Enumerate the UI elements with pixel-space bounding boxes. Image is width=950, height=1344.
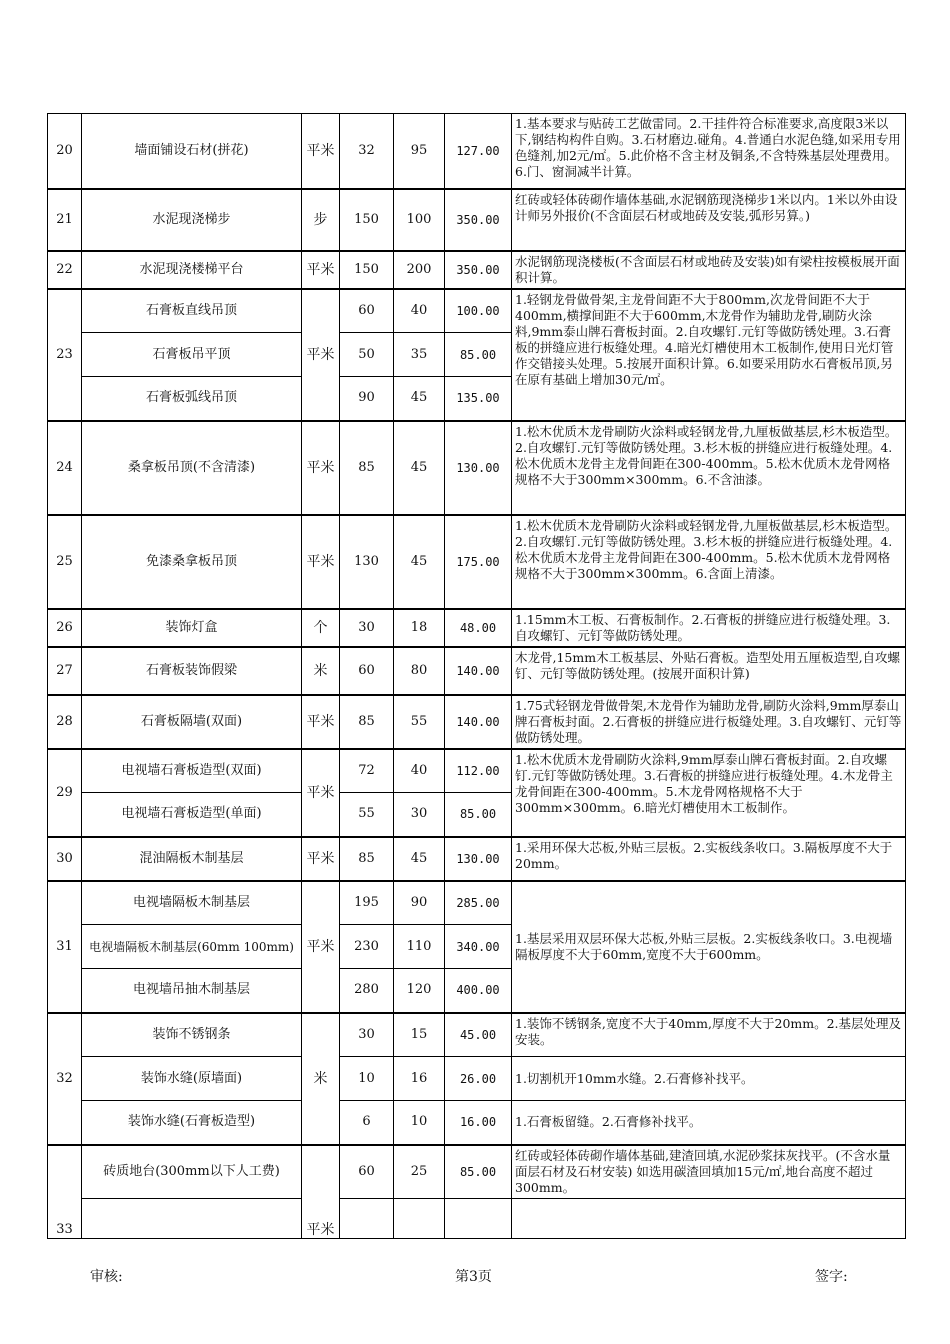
- unit: 米: [302, 647, 340, 695]
- item-name: 电视墙隔板木制基层(60mm 100mm): [82, 925, 302, 969]
- row-number: 28: [48, 695, 82, 749]
- unit-price: 85.00: [445, 333, 512, 377]
- table-row: [48, 837, 906, 881]
- labor-cost: 18: [394, 609, 445, 647]
- row-number: 24: [48, 421, 82, 515]
- labor-cost: 45: [394, 377, 445, 421]
- item-name: 石膏板隔墙(双面): [82, 695, 302, 749]
- unit: 平米: [302, 837, 340, 881]
- labor-cost: 15: [394, 1013, 445, 1057]
- labor-cost: 10: [394, 1101, 445, 1145]
- labor-cost: 30: [394, 793, 445, 837]
- row-number: 20: [48, 114, 82, 189]
- item-name: 水泥现浇楼梯平台: [82, 251, 302, 289]
- unit: 平米: [302, 515, 340, 609]
- material-cost: 280: [340, 969, 394, 1013]
- labor-cost: 120: [394, 969, 445, 1013]
- unit-price: 130.00: [445, 837, 512, 881]
- material-cost: 60: [340, 1145, 394, 1199]
- item-name: 混油隔板木制基层: [82, 837, 302, 881]
- item-name: 砖质地台(300mm以下人工费): [82, 1145, 302, 1199]
- description: 1.松木优质木龙骨刷防火涂料或轻钢龙骨,九厘板做基层,杉木板造型。2.自攻螺钉.元钉等做防锈处理。3.杉木板的拼缝应进行板缝处理。4.松木优质木龙骨主龙骨间距在300-400mm。5.松木优质木龙骨网格规格不大于300mm×300mm。6.含面上清漆。: [512, 515, 906, 609]
- price-table-container: [47, 113, 905, 1238]
- labor-cost: 110: [394, 925, 445, 969]
- item-name: 电视墙石膏板造型(单面): [82, 793, 302, 837]
- labor-cost: 45: [394, 421, 445, 515]
- unit-price: 130.00: [445, 421, 512, 515]
- description: 1.15mm木工板、石膏板制作。2.石膏板的拼缝应进行板缝处理。3.自攻螺钉、元钉等做防锈处理。: [512, 609, 906, 647]
- unit-price: 340.00: [445, 925, 512, 969]
- item-name: 装饰不锈钢条: [82, 1013, 302, 1057]
- labor-cost: 55: [394, 695, 445, 749]
- unit: 步: [302, 189, 340, 251]
- table-row: [48, 1199, 906, 1239]
- unit-price: 140.00: [445, 647, 512, 695]
- labor-cost: 25: [394, 1145, 445, 1199]
- labor-cost: 40: [394, 749, 445, 793]
- unit-price: 48.00: [445, 609, 512, 647]
- description: 1.松木优质木龙骨刷防火涂料,9mm厚泰山牌石膏板封面。2.自攻螺钉.元钉等做防锈处理。3.石膏板的拼缝应进行板缝处理。4.木龙骨主龙骨间距在300-400mm。5.木龙骨网格规格不大于300mm×300mm。6.暗光灯槽使用木工板制作。: [512, 749, 906, 837]
- material-cost: 85: [340, 695, 394, 749]
- material-cost: 195: [340, 881, 394, 925]
- unit-price: 100.00: [445, 289, 512, 333]
- row-number: 32: [48, 1013, 82, 1145]
- unit: 平米: [302, 1145, 340, 1239]
- unit-price: 350.00: [445, 189, 512, 251]
- unit: 平米: [302, 289, 340, 421]
- material-cost: 72: [340, 749, 394, 793]
- row-number: 30: [48, 837, 82, 881]
- material-cost: 32: [340, 114, 394, 189]
- material-cost: 30: [340, 1013, 394, 1057]
- table-row: [48, 189, 906, 251]
- material-cost: 50: [340, 333, 394, 377]
- price-table: [47, 113, 906, 1239]
- material-cost: 150: [340, 251, 394, 289]
- material-cost: 30: [340, 609, 394, 647]
- item-name: 石膏板吊平顶: [82, 333, 302, 377]
- description: 1.轻钢龙骨做骨架,主龙骨间距不大于800mm,次龙骨间距不大于400mm,横撑间距不大于600mm,木龙骨作为辅助龙骨,刷防火涂料,9mm泰山牌石膏板封面。2.自攻螺钉.元钉等做防锈处理。3.石膏板的拼缝应进行板缝处理。4.暗光灯槽使用木工板制作,使用日光灯管作交错接头处理。5.按展开面积计算。6.如要采用防水石膏板吊顶,另在原有基础上增加30元/㎡。: [512, 289, 906, 421]
- labor-cost: 45: [394, 515, 445, 609]
- review-label: 审核:: [90, 1269, 123, 1285]
- labor-cost: 16: [394, 1057, 445, 1101]
- unit: 平米: [302, 421, 340, 515]
- unit-price: 45.00: [445, 1013, 512, 1057]
- item-name: 免漆桑拿板吊顶: [82, 515, 302, 609]
- unit-price: 350.00: [445, 251, 512, 289]
- table-row: [48, 114, 906, 189]
- table-row: [48, 749, 906, 793]
- description: 木龙骨,15mm木工板基层、外贴石膏板。造型处用五厘板造型,自攻螺钉、元钉等做防锈处理。(按展开面积计算): [512, 647, 906, 695]
- description: 1.采用环保大芯板,外贴三层板。2.实板线条收口。3.隔板厚度不大于20mm。: [512, 837, 906, 881]
- item-name: 墙面铺设石材(拼花): [82, 114, 302, 189]
- unit-price: 285.00: [445, 881, 512, 925]
- item-name: 电视墙隔板木制基层: [82, 881, 302, 925]
- unit: 米: [302, 1013, 340, 1145]
- signature-label: 签字:: [815, 1269, 848, 1285]
- material-cost: 150: [340, 189, 394, 251]
- table-row: [48, 1013, 906, 1057]
- unit: 平米: [302, 881, 340, 1013]
- description: 1.基层采用双层环保大芯板,外贴三层板。2.实板线条收口。3.电视墙隔板厚度不大于60mm,宽度不大于600mm。: [512, 881, 906, 1013]
- material-cost: 85: [340, 837, 394, 881]
- unit-price: 135.00: [445, 377, 512, 421]
- labor-cost: 90: [394, 881, 445, 925]
- page-number: 第3页: [455, 1269, 492, 1285]
- item-name: 桑拿板吊顶(不含清漆): [82, 421, 302, 515]
- labor-cost: 40: [394, 289, 445, 333]
- table-row: [48, 609, 906, 647]
- unit-price: 127.00: [445, 114, 512, 189]
- unit-price: 85.00: [445, 1145, 512, 1199]
- description: 1.切割机开10mm水缝。2.石膏修补找平。: [512, 1057, 906, 1101]
- table-row: [48, 881, 906, 925]
- row-number: 27: [48, 647, 82, 695]
- description: 水泥钢筋现浇楼板(不含面层石材或地砖及安装)如有梁柱按模板展开面积计算。: [512, 251, 906, 289]
- row-number: 25: [48, 515, 82, 609]
- labor-cost: 80: [394, 647, 445, 695]
- row-number: 26: [48, 609, 82, 647]
- row-number: 23: [48, 289, 82, 421]
- item-name: 水泥现浇梯步: [82, 189, 302, 251]
- description: 1.装饰不锈钢条,宽度不大于40mm,厚度不大于20mm。2.基层处理及安装。: [512, 1013, 906, 1057]
- labor-cost: 100: [394, 189, 445, 251]
- labor-cost: 200: [394, 251, 445, 289]
- unit: 平米: [302, 114, 340, 189]
- row-number: 33: [48, 1145, 82, 1239]
- description: 红砖或轻体砖砌作墙体基础,建渣回填,水泥砂浆抹灰找平。(不含水量面层石材及石材安装) 如选用碳渣回填加15元/㎡,地台高度不超过300mm。: [512, 1145, 906, 1199]
- item-name: 装饰灯盒: [82, 609, 302, 647]
- unit: 平米: [302, 251, 340, 289]
- description: 红砖或轻体砖砌作墙体基础,水泥钢筋现浇梯步1米以内。1米以外由设计师另外报价(不含面层石材或地砖及安装,弧形另算。): [512, 189, 906, 251]
- unit: 平米: [302, 695, 340, 749]
- material-cost: 230: [340, 925, 394, 969]
- material-cost: 60: [340, 647, 394, 695]
- unit-price: 400.00: [445, 969, 512, 1013]
- item-name: 电视墙石膏板造型(双面): [82, 749, 302, 793]
- material-cost: 60: [340, 289, 394, 333]
- material-cost: 130: [340, 515, 394, 609]
- table-row: [48, 251, 906, 289]
- unit-price: 85.00: [445, 793, 512, 837]
- material-cost: 10: [340, 1057, 394, 1101]
- row-number: 29: [48, 749, 82, 837]
- description: 1.石膏板留缝。2.石膏修补找平。: [512, 1101, 906, 1145]
- table-row: [48, 515, 906, 609]
- labor-cost: 95: [394, 114, 445, 189]
- material-cost: 85: [340, 421, 394, 515]
- item-name: 电视墙吊抽木制基层: [82, 969, 302, 1013]
- labor-cost: 45: [394, 837, 445, 881]
- table-row: [48, 1101, 906, 1145]
- unit-price: 112.00: [445, 749, 512, 793]
- table-row: [48, 1145, 906, 1199]
- table-row: [48, 421, 906, 515]
- item-name: 石膏板直线吊顶: [82, 289, 302, 333]
- item-name: 装饰水缝(石膏板造型): [82, 1101, 302, 1145]
- material-cost: 55: [340, 793, 394, 837]
- material-cost: 90: [340, 377, 394, 421]
- description: 1.基本要求与贴砖工艺做雷同。2.干挂件符合标准要求,高度限3米以下,钢结构构件自购。3.石材磨边.碰角。4.普通白水泥色缝,如采用专用色缝剂,加2元/㎡。5.此价格不含主材及铜条,不含特殊基层处理费用。6.门、窗洞减半计算。: [512, 114, 906, 189]
- unit-price: 175.00: [445, 515, 512, 609]
- unit: 个: [302, 609, 340, 647]
- item-name: 石膏板装饰假梁: [82, 647, 302, 695]
- table-row: [48, 695, 906, 749]
- unit-price: 16.00: [445, 1101, 512, 1145]
- material-cost: 6: [340, 1101, 394, 1145]
- row-number: 21: [48, 189, 82, 251]
- labor-cost: 35: [394, 333, 445, 377]
- unit: 平米: [302, 749, 340, 837]
- row-number: 22: [48, 251, 82, 289]
- unit-price: 140.00: [445, 695, 512, 749]
- description: 1.松木优质木龙骨刷防火涂料或轻钢龙骨,九厘板做基层,杉木板造型。2.自攻螺钉.元钉等做防锈处理。3.杉木板的拼缝应进行板缝处理。4.松木优质木龙骨主龙骨间距在300-400mm。5.松木优质木龙骨网格规格不大于300mm×300mm。6.不含油漆。: [512, 421, 906, 515]
- item-name: 石膏板弧线吊顶: [82, 377, 302, 421]
- item-name: 装饰水缝(原墙面): [82, 1057, 302, 1101]
- table-row: [48, 289, 906, 333]
- description: 1.75式轻钢龙骨做骨架,木龙骨作为辅助龙骨,刷防火涂料,9mm厚泰山牌石膏板封面。2.石膏板的拼缝应进行板缝处理。3.自攻螺钉、元钉等做防锈处理。: [512, 695, 906, 749]
- unit-price: 26.00: [445, 1057, 512, 1101]
- table-row: [48, 1057, 906, 1101]
- table-row: [48, 647, 906, 695]
- row-number: 31: [48, 881, 82, 1013]
